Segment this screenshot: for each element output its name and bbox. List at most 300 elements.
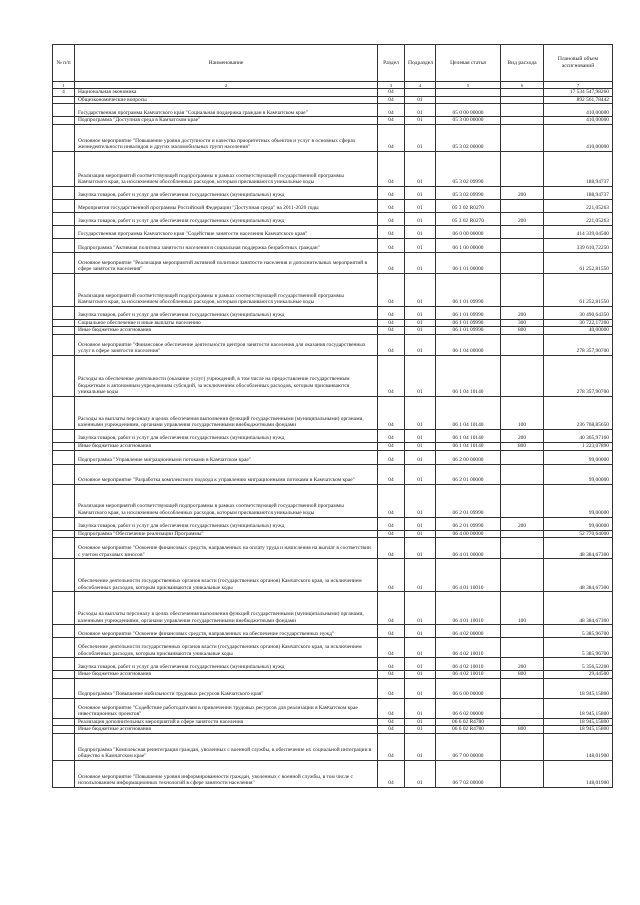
- row-target-article: 06 7 00 00000: [436, 733, 501, 760]
- row-podrazdel: 01: [405, 104, 436, 117]
- row-amount: 5 385,96700: [544, 625, 613, 638]
- row-expense-type: [501, 464, 544, 484]
- row-podrazdel: 01: [405, 151, 436, 186]
- row-number: [53, 442, 75, 450]
- row-razdel: 04: [378, 104, 405, 117]
- row-podrazdel: 01: [405, 530, 436, 538]
- header-amount: Плановый объем ассигнований: [544, 45, 613, 82]
- row-razdel: 04: [378, 151, 405, 186]
- row-razdel: 04: [378, 625, 405, 638]
- row-amount: 278 357,90700: [544, 334, 613, 355]
- table-row: [53, 538, 613, 559]
- row-name: Мероприятия государственной программы Российской Федерации "Доступная среда" на 2011-2020 годы: [75, 199, 378, 212]
- row-amount: 278 357,90700: [544, 355, 613, 396]
- row-target-article: 06 4 01 00000: [436, 538, 501, 559]
- row-podrazdel: 01: [405, 450, 436, 464]
- header-number: 3: [378, 82, 405, 89]
- row-podrazdel: 01: [405, 625, 436, 638]
- header-num: № п/п: [53, 45, 75, 82]
- row-number: [53, 252, 75, 273]
- row-expense-type: [501, 334, 544, 355]
- row-number: [53, 698, 75, 718]
- row-razdel: 04: [378, 252, 405, 273]
- row-podrazdel: 01: [405, 464, 436, 484]
- row-number: [53, 117, 75, 125]
- row-name: Расходы на выплаты персоналу в целях обеспечения выполнения функций государственными (муниципальными) органами, казенными учреждениями, органами управления государственными внебюджетными фондами: [75, 396, 378, 429]
- row-amount: 414 339,04500: [544, 225, 613, 238]
- budget-sheet: [52, 44, 612, 788]
- table-row: [53, 429, 613, 442]
- table-row: [53, 464, 613, 484]
- header-row: [53, 45, 613, 82]
- row-expense-type: 200: [501, 212, 544, 225]
- row-razdel: 04: [378, 760, 405, 787]
- row-target-article: 05 3 02 09990: [436, 151, 501, 186]
- row-amount: 40,00000: [544, 327, 613, 335]
- row-amount: 30 490,64350: [544, 306, 613, 319]
- row-expense-type: [501, 760, 544, 787]
- row-razdel: 04: [378, 658, 405, 671]
- row-name: Закупка товаров, работ и услуг для обеспечения государственных (муниципальных) нужд: [75, 429, 378, 442]
- row-name: Обеспечение деятельности государственных органов власти (государственных органов) Камчатского края, за исключением обособленных расходов, которым присваиваются уникальные коды: [75, 559, 378, 592]
- row-number: [53, 429, 75, 442]
- row-podrazdel: 01: [405, 592, 436, 625]
- row-number: [53, 306, 75, 319]
- row-number: [53, 464, 75, 484]
- row-number: [53, 225, 75, 238]
- row-razdel: 04: [378, 334, 405, 355]
- table-row: [53, 273, 613, 306]
- row-podrazdel: 01: [405, 718, 436, 726]
- row-target-article: 06 1 01 09990: [436, 327, 501, 335]
- row-podrazdel: 01: [405, 396, 436, 429]
- row-number: 4: [53, 89, 75, 97]
- row-target-article: 06 2 01 09990: [436, 517, 501, 530]
- row-expense-type: 200: [501, 186, 544, 199]
- header-number: 4: [405, 82, 436, 89]
- row-razdel: 04: [378, 678, 405, 698]
- row-expense-type: [501, 273, 544, 306]
- row-razdel: 04: [378, 273, 405, 306]
- row-razdel: 04: [378, 718, 405, 726]
- row-name: Реализация мероприятий соответствующей подпрограммы в рамках соответствующей государственной программы Камчатского края, за исключением обособленных расходов, которым присваиваются уникальные коды: [75, 484, 378, 517]
- table-row: [53, 442, 613, 450]
- row-razdel: 04: [378, 464, 405, 484]
- row-target-article: 06 4 01 10010: [436, 559, 501, 592]
- row-number: [53, 671, 75, 679]
- row-expense-type: [501, 89, 544, 97]
- row-razdel: 04: [378, 396, 405, 429]
- row-amount: 1 223,07890: [544, 442, 613, 450]
- row-number: [53, 678, 75, 698]
- row-expense-type: 800: [501, 726, 544, 734]
- row-expense-type: 200: [501, 658, 544, 671]
- row-amount: 339 610,72250: [544, 238, 613, 252]
- row-target-article: 06 1 04 10140: [436, 396, 501, 429]
- row-target-article: [436, 89, 501, 97]
- row-podrazdel: 01: [405, 760, 436, 787]
- table-row: [53, 89, 613, 97]
- row-podrazdel: 01: [405, 355, 436, 396]
- table-row: [53, 658, 613, 671]
- row-name: Государственная программа Камчатского края "Содействие занятости населения Камчатского края": [75, 225, 378, 238]
- row-number: [53, 760, 75, 787]
- row-expense-type: 200: [501, 429, 544, 442]
- row-podrazdel: 01: [405, 319, 436, 327]
- table-row: [53, 625, 613, 638]
- row-number: [53, 319, 75, 327]
- row-target-article: 06 4 01 10010: [436, 592, 501, 625]
- row-expense-type: [501, 538, 544, 559]
- row-podrazdel: 01: [405, 678, 436, 698]
- row-number: [53, 559, 75, 592]
- row-podrazdel: 01: [405, 726, 436, 734]
- row-amount: 410,00000: [544, 104, 613, 117]
- row-target-article: 06 1 04 10140: [436, 442, 501, 450]
- row-number: [53, 212, 75, 225]
- row-expense-type: [501, 199, 544, 212]
- row-expense-type: 800: [501, 671, 544, 679]
- row-podrazdel: 01: [405, 638, 436, 658]
- row-target-article: 06 1 01 00000: [436, 252, 501, 273]
- row-razdel: 04: [378, 450, 405, 464]
- row-podrazdel: 01: [405, 517, 436, 530]
- row-podrazdel: 01: [405, 124, 436, 151]
- table-row: [53, 306, 613, 319]
- row-name: Социальное обеспечение и иные выплаты населению: [75, 319, 378, 327]
- row-amount: 221,05263: [544, 212, 613, 225]
- row-target-article: 06 2 01 09990: [436, 484, 501, 517]
- row-amount: 48 384,67300: [544, 559, 613, 592]
- budget-table: [52, 44, 613, 788]
- row-expense-type: 100: [501, 396, 544, 429]
- row-number: [53, 151, 75, 186]
- table-row: [53, 698, 613, 718]
- row-number: [53, 538, 75, 559]
- header-number: 2: [75, 82, 378, 89]
- row-number: [53, 355, 75, 396]
- row-razdel: 04: [378, 355, 405, 396]
- table-row: [53, 484, 613, 517]
- row-expense-type: [501, 117, 544, 125]
- row-name: Основное мероприятие "Освоение финансовых средств, направленных на оплату труда и начисления на выплат в соответствии с учетом страховых взносов": [75, 538, 378, 559]
- row-name: Государственная программа Камчатского края "Социальная поддержка граждан в Камчатском крае": [75, 104, 378, 117]
- row-podrazdel: 01: [405, 306, 436, 319]
- header-number: 7: [544, 82, 613, 89]
- row-podrazdel: 01: [405, 733, 436, 760]
- row-razdel: 04: [378, 89, 405, 97]
- row-razdel: 04: [378, 327, 405, 335]
- row-amount: 30 722,17200: [544, 319, 613, 327]
- row-expense-type: 200: [501, 306, 544, 319]
- row-number: [53, 96, 75, 104]
- row-number: [53, 104, 75, 117]
- row-podrazdel: 01: [405, 117, 436, 125]
- row-expense-type: [501, 252, 544, 273]
- row-expense-type: [501, 718, 544, 726]
- row-name: Основное мероприятие "Повышение уровня информированности граждан, уволенных с военной службы, в том числе с использованием информационных технологий в сфере занятости населения": [75, 760, 378, 787]
- row-podrazdel: 01: [405, 238, 436, 252]
- row-expense-type: [501, 450, 544, 464]
- table-row: [53, 733, 613, 760]
- row-target-article: 06 4 02 10010: [436, 638, 501, 658]
- row-name: Закупка товаров, работ и услуг для обеспечения государственных (муниципальных) нужд: [75, 212, 378, 225]
- header-razdel: Раздел: [378, 45, 405, 82]
- row-amount: 5 385,96700: [544, 638, 613, 658]
- row-podrazdel: [405, 89, 436, 97]
- row-name: Подпрограмма "Управление миграционными потоками в Камчатском крае": [75, 450, 378, 464]
- row-amount: 188,94737: [544, 151, 613, 186]
- row-razdel: 04: [378, 117, 405, 125]
- row-number: [53, 530, 75, 538]
- row-name: Закупка товаров, работ и услуг для обеспечения государственных (муниципальных) нужд: [75, 306, 378, 319]
- row-amount: 236 768,85650: [544, 396, 613, 429]
- row-target-article: 06 2 00 00000: [436, 450, 501, 464]
- row-expense-type: 800: [501, 327, 544, 335]
- row-target-article: 05 3 00 00000: [436, 117, 501, 125]
- row-amount: 40 365,97160: [544, 429, 613, 442]
- table-row: [53, 530, 613, 538]
- row-name: Подпрограмма "Активная политика занятости населения и социальная поддержка безработных граждан": [75, 238, 378, 252]
- row-target-article: 06 1 01 09990: [436, 306, 501, 319]
- row-target-article: 06 1 04 10140: [436, 355, 501, 396]
- table-row: [53, 212, 613, 225]
- row-name: Основное мероприятие "Разработка комплексного подхода к управлению миграционными потоками в Камчатском крае": [75, 464, 378, 484]
- row-razdel: 04: [378, 538, 405, 559]
- row-podrazdel: 01: [405, 327, 436, 335]
- row-target-article: 06 4 02 10010: [436, 671, 501, 679]
- row-amount: 61 252,81550: [544, 273, 613, 306]
- row-amount: 892 561,78442: [544, 96, 613, 104]
- row-name: Основное мероприятие "Реализация мероприятий активной политики занятости населения и дополнительных мероприятий в сфере занятости населения": [75, 252, 378, 273]
- table-row: [53, 151, 613, 186]
- table-row: [53, 450, 613, 464]
- header-podrazdel: Подраздел: [405, 45, 436, 82]
- table-row: [53, 117, 613, 125]
- row-number: [53, 327, 75, 335]
- row-razdel: 04: [378, 726, 405, 734]
- row-razdel: 04: [378, 124, 405, 151]
- row-expense-type: [501, 104, 544, 117]
- row-razdel: 04: [378, 517, 405, 530]
- row-number: [53, 396, 75, 429]
- row-number: [53, 450, 75, 464]
- header-number: 1: [53, 82, 75, 89]
- row-amount: 148,01900: [544, 733, 613, 760]
- row-target-article: 06 6 02 R4780: [436, 726, 501, 734]
- table-row: [53, 124, 613, 151]
- table-row: [53, 396, 613, 429]
- row-target-article: 06 1 01 09990: [436, 319, 501, 327]
- row-target-article: 06 6 02 R4780: [436, 718, 501, 726]
- row-name: Общеэкономические вопросы: [75, 96, 378, 104]
- header-target-article: Целевая статья: [436, 45, 501, 82]
- row-name: Закупка товаров, работ и услуг для обеспечения государственных (муниципальных) нужд: [75, 517, 378, 530]
- row-podrazdel: 01: [405, 442, 436, 450]
- row-target-article: 06 1 04 00000: [436, 334, 501, 355]
- row-expense-type: [501, 484, 544, 517]
- row-target-article: 05 3 02 00000: [436, 124, 501, 151]
- row-name: Основное мероприятие "Освоение финансовых средств, направленных на обеспечение государственных нужд": [75, 625, 378, 638]
- row-amount: 29,44500: [544, 671, 613, 679]
- header-number-row: [53, 82, 613, 89]
- header-number: 6: [501, 82, 544, 89]
- row-amount: 99,00000: [544, 464, 613, 484]
- row-expense-type: [501, 355, 544, 396]
- table-row: [53, 104, 613, 117]
- row-target-article: [436, 96, 501, 104]
- row-podrazdel: 01: [405, 658, 436, 671]
- row-amount: 99,00000: [544, 517, 613, 530]
- table-row: [53, 186, 613, 199]
- row-podrazdel: 01: [405, 96, 436, 104]
- row-name: Иные бюджетные ассигнования: [75, 726, 378, 734]
- row-podrazdel: 01: [405, 199, 436, 212]
- row-razdel: 04: [378, 592, 405, 625]
- table-row: [53, 760, 613, 787]
- table-row: [53, 355, 613, 396]
- row-name: Национальная экономика: [75, 89, 378, 97]
- row-podrazdel: 01: [405, 212, 436, 225]
- header-name: Наименование: [75, 45, 378, 82]
- row-podrazdel: 01: [405, 671, 436, 679]
- row-name: Подпрограмма "Обеспечение реализации Программы": [75, 530, 378, 538]
- row-target-article: 05 3 02 09990: [436, 186, 501, 199]
- row-amount: 5 356,52200: [544, 658, 613, 671]
- row-target-article: 06 2 01 00000: [436, 464, 501, 484]
- row-amount: 148,01900: [544, 760, 613, 787]
- row-target-article: 06 4 02 00000: [436, 625, 501, 638]
- table-row: [53, 559, 613, 592]
- row-expense-type: [501, 124, 544, 151]
- row-razdel: 04: [378, 671, 405, 679]
- row-expense-type: [501, 625, 544, 638]
- table-row: [53, 96, 613, 104]
- row-podrazdel: 01: [405, 559, 436, 592]
- row-name: Основное мероприятие "Финансовое обеспечение деятельности центров занятости населения для оказания государственных услуг в сфере занятости населения": [75, 334, 378, 355]
- row-amount: 188,94737: [544, 186, 613, 199]
- row-name: Расходы на обеспечение деятельности (оказание услуг) учреждений, в том числе на предоставление государственным бюджетным и автономным учреждениям субсидий, за исключением обособленных расходов, которым присваиваются уникальные коды: [75, 355, 378, 396]
- row-number: [53, 658, 75, 671]
- row-expense-type: [501, 530, 544, 538]
- row-target-article: 05 3 02 R0270: [436, 212, 501, 225]
- row-amount: 410,00000: [544, 124, 613, 151]
- row-razdel: 04: [378, 559, 405, 592]
- row-number: [53, 484, 75, 517]
- row-expense-type: [501, 238, 544, 252]
- row-name: Реализация мероприятий соответствующей подпрограммы в рамках соответствующей государственной программы Камчатского края, за исключением обособленных расходов, которым присваиваются уникальные коды: [75, 273, 378, 306]
- row-razdel: 04: [378, 225, 405, 238]
- row-razdel: 04: [378, 638, 405, 658]
- table-row: [53, 718, 613, 726]
- row-name: Основное мероприятие "Повышение уровня доступности и качества приоритетных объектов и услуг в основных сферах жизнедеятельности инвалидов и других маломобильных групп населения": [75, 124, 378, 151]
- table-row: [53, 334, 613, 355]
- header-expense-type: Вид расхода: [501, 45, 544, 82]
- table-row: [53, 638, 613, 658]
- row-razdel: 04: [378, 238, 405, 252]
- row-amount: 52 770,64000: [544, 530, 613, 538]
- row-podrazdel: 01: [405, 698, 436, 718]
- row-expense-type: [501, 225, 544, 238]
- row-name: Закупка товаров, работ и услуг для обеспечения государственных (муниципальных) нужд: [75, 186, 378, 199]
- row-expense-type: [501, 733, 544, 760]
- table-row: [53, 327, 613, 335]
- row-name: Обеспечение деятельности государственных органов власти (государственных органов) Камчатского края, за исключением обособленных расходов, которым присваиваются уникальные коды: [75, 638, 378, 658]
- row-number: [53, 638, 75, 658]
- row-razdel: 04: [378, 530, 405, 538]
- row-target-article: 06 1 04 10140: [436, 429, 501, 442]
- row-target-article: 06 7 02 00000: [436, 760, 501, 787]
- row-amount: 18 945,15800: [544, 718, 613, 726]
- row-podrazdel: 01: [405, 273, 436, 306]
- row-expense-type: [501, 678, 544, 698]
- row-podrazdel: 01: [405, 429, 436, 442]
- row-number: [53, 199, 75, 212]
- table-row: [53, 726, 613, 734]
- row-number: [53, 238, 75, 252]
- row-name: Закупка товаров, работ и услуг для обеспечения государственных (муниципальных) нужд: [75, 658, 378, 671]
- row-name: Реализация мероприятий соответствующей подпрограммы в рамках соответствующей государственной программы Камчатского края, за исключением обособленных расходов, которым присваиваются уникальные коды: [75, 151, 378, 186]
- row-name: Основное мероприятие "Содействие работодателям в привлечении трудовых ресурсов для реализации в Камчатском крае инвестиционных проектов": [75, 698, 378, 718]
- row-razdel: 04: [378, 306, 405, 319]
- row-target-article: 06 4 02 10010: [436, 658, 501, 671]
- row-amount: 17 534 547,98260: [544, 89, 613, 97]
- header-number: 5: [436, 82, 501, 89]
- table-row: [53, 252, 613, 273]
- table-row: [53, 517, 613, 530]
- row-name: Иные бюджетные ассигнования: [75, 442, 378, 450]
- row-razdel: 04: [378, 186, 405, 199]
- row-number: [53, 592, 75, 625]
- row-name: Подпрограмма "Комплексная реинтеграция граждан, уволенных с военной службы, в обеспечение их социальной интеграции в общество в Камчатском крае": [75, 733, 378, 760]
- row-amount: 48 384,67300: [544, 592, 613, 625]
- row-razdel: 04: [378, 319, 405, 327]
- table-row: [53, 671, 613, 679]
- row-razdel: 04: [378, 429, 405, 442]
- table-body: [53, 89, 613, 788]
- row-expense-type: 800: [501, 442, 544, 450]
- row-podrazdel: 01: [405, 225, 436, 238]
- table-row: [53, 199, 613, 212]
- table-row: [53, 225, 613, 238]
- row-name: Подпрограмма "Повышение мобильности трудовых ресурсов Камчатского края": [75, 678, 378, 698]
- row-amount: 99,00000: [544, 484, 613, 517]
- row-amount: 61 252,81550: [544, 252, 613, 273]
- row-name: Расходы на выплаты персоналу в целях обеспечения выполнения функций государственными (муниципальными) органами, казенными учреждениями, органами управления государственными внебюджетными фондами: [75, 592, 378, 625]
- row-podrazdel: 01: [405, 334, 436, 355]
- row-number: [53, 625, 75, 638]
- row-name: Иные бюджетные ассигнования: [75, 671, 378, 679]
- row-amount: 18 945,15800: [544, 698, 613, 718]
- row-target-article: 06 6 00 00000: [436, 678, 501, 698]
- row-razdel: 04: [378, 733, 405, 760]
- row-expense-type: 300: [501, 319, 544, 327]
- row-target-article: 06 0 00 00000: [436, 225, 501, 238]
- table-row: [53, 319, 613, 327]
- row-expense-type: [501, 698, 544, 718]
- row-expense-type: [501, 559, 544, 592]
- row-number: [53, 733, 75, 760]
- row-amount: 99,00000: [544, 450, 613, 464]
- row-razdel: 04: [378, 96, 405, 104]
- row-razdel: 04: [378, 698, 405, 718]
- row-name: Подпрограмма "Доступная среда в Камчатском крае": [75, 117, 378, 125]
- row-target-article: 05 0 00 00000: [436, 104, 501, 117]
- table-row: [53, 238, 613, 252]
- row-target-article: 06 1 00 00000: [436, 238, 501, 252]
- row-expense-type: 200: [501, 517, 544, 530]
- row-target-article: 06 4 00 00000: [436, 530, 501, 538]
